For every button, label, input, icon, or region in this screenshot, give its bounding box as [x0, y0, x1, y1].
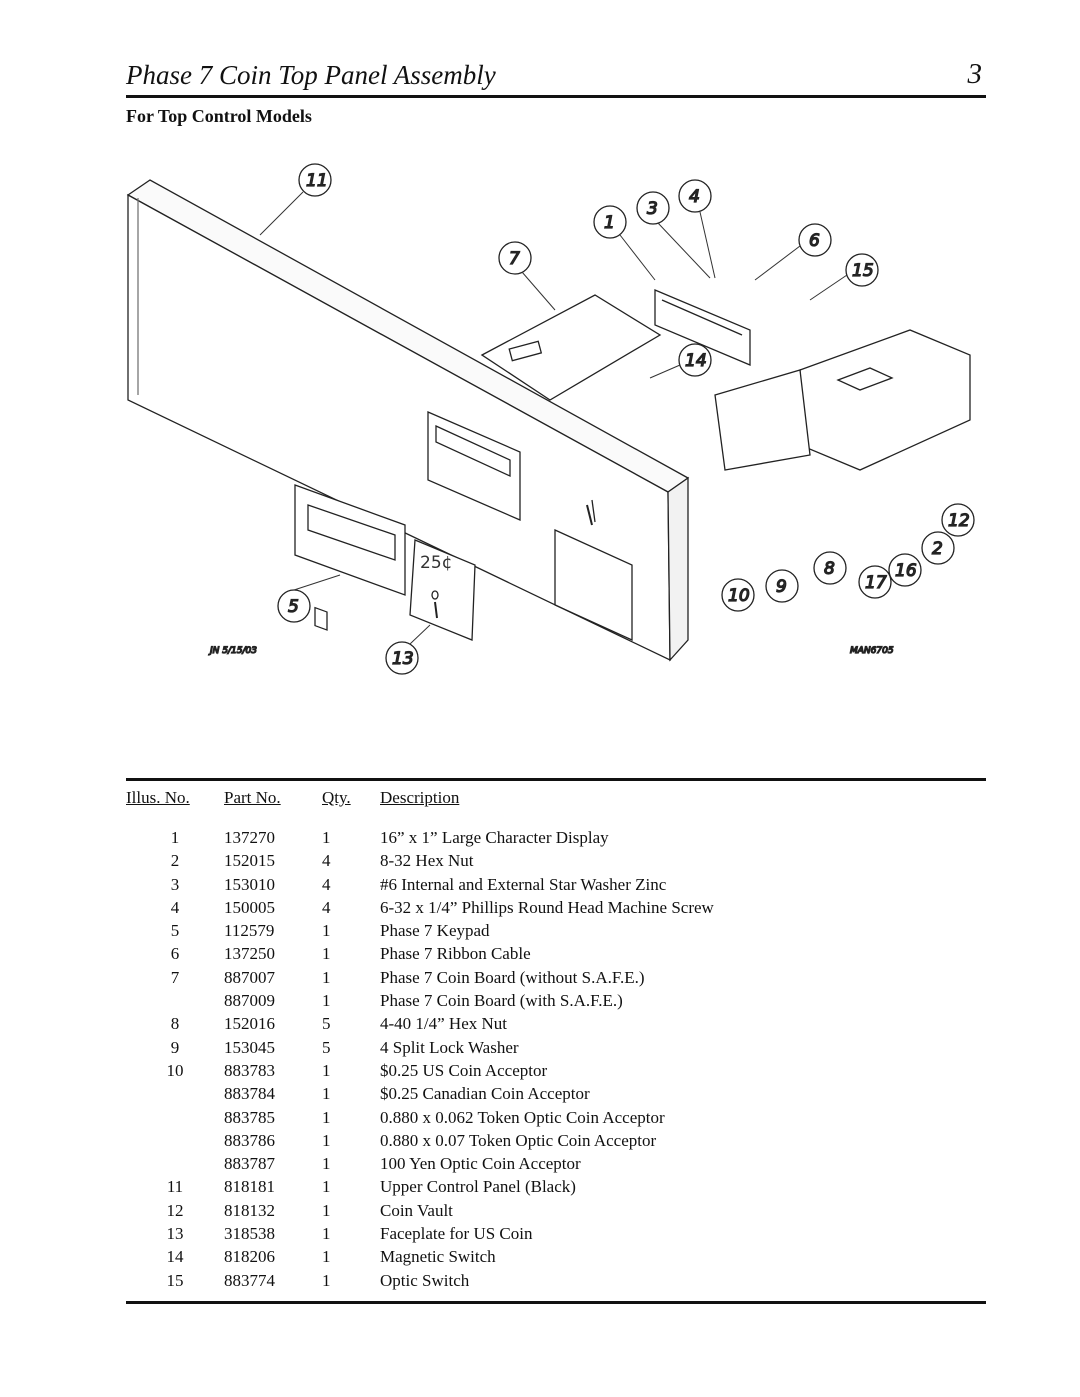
- illus-no-cell: 5: [170, 921, 180, 941]
- part-no-cell: 887007: [224, 967, 275, 987]
- upper-control-panel: [128, 180, 688, 660]
- description-cell: 6-32 x 1/4” Phillips Round Head Machine Screw: [380, 897, 714, 917]
- description-cell: Phase 7 Ribbon Cable: [380, 944, 531, 964]
- illus-no-cell: 1: [170, 828, 180, 847]
- svg-text:6: 6: [809, 231, 820, 251]
- qty-cell: 4: [322, 897, 331, 917]
- illus-no-cell: 2: [170, 851, 180, 871]
- illus-no-cell: 12: [166, 1200, 184, 1220]
- qty-cell: 4: [322, 874, 331, 894]
- exploded-assembly-diagram: [110, 150, 990, 690]
- part-no-cell: 883784: [224, 1084, 275, 1104]
- qty-cell: 1: [322, 1224, 331, 1244]
- illus-no-cell: 14: [166, 1247, 184, 1267]
- table-row: [126, 849, 940, 872]
- table-row: [126, 1082, 940, 1105]
- description-cell: 16” x 1” Large Character Display: [380, 828, 609, 847]
- svg-text:12: 12: [948, 511, 970, 531]
- description-cell: Phase 7 Keypad: [380, 921, 490, 941]
- part-no-cell: 818132: [224, 1200, 275, 1220]
- drawing-id: MAN6705: [850, 646, 894, 656]
- table-bottom-rule: [126, 1301, 986, 1304]
- qty-cell: 1: [322, 1060, 331, 1080]
- description-cell: Phase 7 Coin Board (with S.A.F.E.): [380, 991, 623, 1011]
- page-header: [126, 58, 986, 98]
- table-row: [126, 942, 940, 965]
- description-cell: 100 Yen Optic Coin Acceptor: [380, 1154, 581, 1174]
- table-row: [126, 826, 940, 849]
- table-row: [126, 1222, 940, 1245]
- illus-no-cell: [126, 1082, 224, 1105]
- qty-cell: 1: [322, 1247, 331, 1267]
- table-row: [126, 1106, 940, 1129]
- qty-cell: 1: [322, 1200, 331, 1220]
- qty-cell: 1: [322, 991, 331, 1011]
- svg-text:3: 3: [647, 199, 658, 219]
- description-cell: 4 Split Lock Washer: [380, 1037, 519, 1057]
- qty-cell: 1: [322, 1270, 331, 1290]
- header-part: Part No.: [224, 788, 281, 807]
- part-no-cell: 818206: [224, 1247, 275, 1267]
- page-title: Phase 7 Coin Top Panel Assembly: [126, 60, 496, 90]
- part-no-cell: 153010: [224, 874, 275, 894]
- table-row: [126, 1269, 940, 1292]
- svg-text:1: 1: [604, 213, 615, 233]
- table-row: [126, 919, 940, 942]
- description-cell: Upper Control Panel (Black): [380, 1177, 576, 1197]
- part-no-cell: 318538: [224, 1224, 275, 1244]
- table-row: [126, 1152, 940, 1175]
- table-row: [126, 873, 940, 896]
- svg-text:13: 13: [392, 649, 414, 669]
- table-row: [126, 989, 940, 1012]
- part-no-cell: 152016: [224, 1014, 275, 1034]
- illus-no-cell: 8: [170, 1014, 180, 1034]
- part-no-cell: 137270: [224, 828, 275, 847]
- svg-text:15: 15: [852, 261, 874, 281]
- illus-no-cell: 11: [166, 1177, 184, 1197]
- svg-text:8: 8: [824, 559, 835, 579]
- part-no-cell: 137250: [224, 944, 275, 964]
- illus-no-cell: 7: [170, 967, 180, 987]
- part-no-cell: 150005: [224, 897, 275, 917]
- part-no-cell: 883785: [224, 1107, 275, 1127]
- parts-table-body: [126, 816, 940, 1292]
- description-cell: 0.880 x 0.062 Token Optic Coin Acceptor: [380, 1107, 665, 1127]
- coin-vault: [715, 330, 970, 470]
- qty-cell: 1: [322, 828, 331, 847]
- illus-no-cell: 10: [166, 1060, 184, 1080]
- description-cell: 0.880 x 0.07 Token Optic Coin Acceptor: [380, 1130, 657, 1150]
- svg-text:5: 5: [288, 597, 299, 617]
- part-no-cell: 887009: [224, 991, 275, 1011]
- part-no-cell: 818181: [224, 1177, 275, 1197]
- table-row: [126, 1175, 940, 1198]
- table-row: [126, 896, 940, 919]
- illus-no-cell: 3: [170, 874, 180, 894]
- description-cell: Coin Vault: [380, 1200, 453, 1220]
- illus-no-cell: [126, 1129, 224, 1152]
- svg-text:14: 14: [685, 351, 707, 371]
- svg-text:7: 7: [509, 249, 520, 269]
- illus-no-cell: 4: [170, 897, 180, 917]
- illus-no-cell: 9: [170, 1037, 180, 1057]
- illus-no-cell: [126, 1106, 224, 1129]
- qty-cell: 1: [322, 1154, 331, 1174]
- part-no-cell: 883786: [224, 1130, 275, 1150]
- illus-no-cell: [126, 989, 224, 1012]
- qty-cell: 1: [322, 967, 331, 987]
- table-row: [126, 1245, 940, 1268]
- table-row: [126, 1012, 940, 1035]
- qty-cell: 4: [322, 851, 331, 871]
- description-cell: $0.25 US Coin Acceptor: [380, 1060, 548, 1080]
- illus-no-cell: 6: [170, 944, 180, 964]
- part-no-cell: 883783: [224, 1060, 275, 1080]
- description-cell: $0.25 Canadian Coin Acceptor: [380, 1084, 590, 1104]
- table-header-row: [126, 788, 940, 816]
- svg-text:9: 9: [776, 577, 787, 597]
- table-row: [126, 966, 940, 989]
- svg-text:16: 16: [895, 561, 917, 581]
- header-illus: Illus. No.: [126, 788, 190, 807]
- table-row: [126, 1059, 940, 1082]
- svg-text:2: 2: [932, 539, 943, 559]
- parts-table: [126, 788, 940, 1292]
- part-no-cell: 152015: [224, 851, 275, 871]
- description-cell: #6 Internal and External Star Washer Zinc: [380, 874, 667, 894]
- description-cell: 4-40 1/4” Hex Nut: [380, 1014, 508, 1034]
- illus-no-cell: [126, 1152, 224, 1175]
- description-cell: Faceplate for US Coin: [380, 1224, 533, 1244]
- svg-text:4: 4: [689, 187, 700, 207]
- header-qty: Qty.: [322, 788, 351, 807]
- description-cell: Magnetic Switch: [380, 1247, 496, 1267]
- header-desc: Description: [380, 788, 460, 807]
- svg-text:11: 11: [306, 171, 328, 191]
- qty-cell: 1: [322, 1130, 331, 1150]
- qty-cell: 5: [322, 1014, 331, 1034]
- table-top-rule: [126, 778, 986, 781]
- qty-cell: 1: [322, 1177, 331, 1197]
- section-subtitle: For Top Control Models: [126, 106, 312, 126]
- svg-text:10: 10: [728, 586, 750, 606]
- description-cell: 8-32 Hex Nut: [380, 851, 474, 871]
- qty-cell: 1: [322, 1107, 331, 1127]
- part-no-cell: 883787: [224, 1154, 275, 1174]
- part-no-cell: 883774: [224, 1270, 275, 1290]
- description-cell: Optic Switch: [380, 1270, 470, 1290]
- part-no-cell: 112579: [224, 921, 275, 941]
- part-no-cell: 153045: [224, 1037, 275, 1057]
- qty-cell: 1: [322, 944, 331, 964]
- table-row: [126, 1129, 940, 1152]
- faceplate-label: 25¢: [420, 553, 453, 573]
- table-row: [126, 1199, 940, 1222]
- description-cell: Phase 7 Coin Board (without S.A.F.E.): [380, 967, 645, 987]
- page-number: 3: [967, 58, 982, 90]
- table-spacer-row: [126, 816, 940, 826]
- qty-cell: 5: [322, 1037, 331, 1057]
- table-row: [126, 1036, 940, 1059]
- svg-text:17: 17: [865, 573, 887, 593]
- header-rule: [126, 95, 986, 98]
- qty-cell: 1: [322, 921, 331, 941]
- illus-no-cell: 15: [166, 1270, 184, 1290]
- qty-cell: 1: [322, 1084, 331, 1104]
- drawn-by-note: JN 5/15/03: [210, 646, 257, 656]
- illus-no-cell: 13: [166, 1224, 184, 1244]
